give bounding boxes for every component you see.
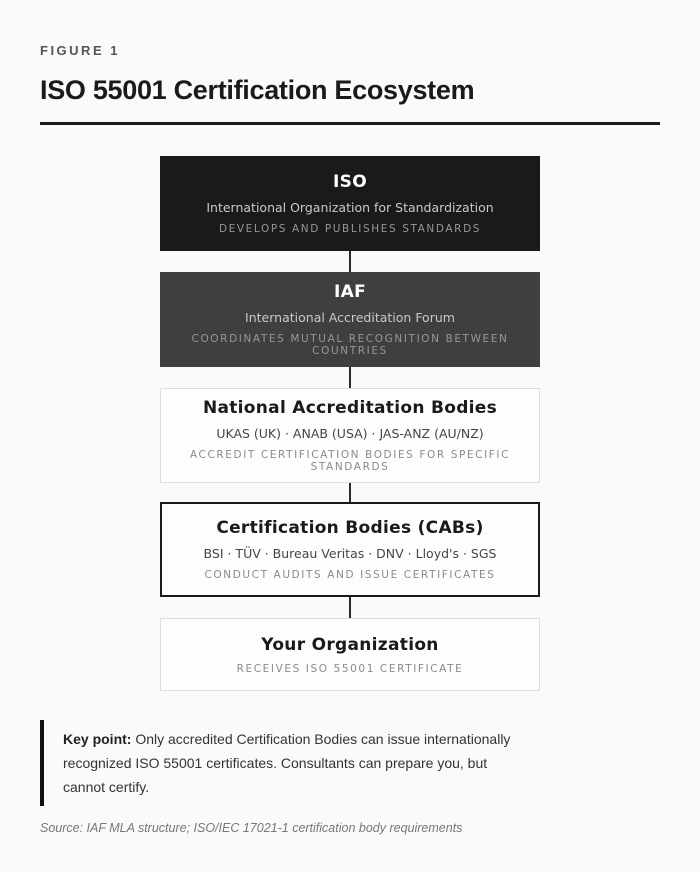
source-citation: Source: IAF MLA structure; ISO/IEC 17021-1 certification body requirements: [40, 821, 463, 835]
node-cab-title: Certification Bodies (CABs): [216, 518, 484, 538]
node-iaf-role: COORDINATES MUTUAL RECOGNITION BETWEEN COUNTRIES: [191, 333, 509, 357]
node-iso: [160, 156, 540, 251]
connector-line: [349, 251, 351, 272]
node-iso-role: DEVELOPS AND PUBLISHES STANDARDS: [218, 223, 482, 235]
key-point-body: Only accredited Certification Bodies can issue internationally recognized ISO 55001 certificates. Consultants can prepare you, but cannot certify.: [63, 731, 511, 795]
connector-line: [349, 367, 351, 388]
node-nab-title: National Accreditation Bodies: [202, 398, 498, 418]
key-point-text: [63, 727, 518, 799]
connector-line: [349, 483, 351, 502]
page-title: ISO 55001 Certification Ecosystem: [40, 75, 475, 105]
figure-label: FIGURE 1: [40, 43, 120, 58]
node-cab-subtitle: BSI · TÜV · Bureau Veritas · DNV · Lloyd's · SGS: [203, 546, 497, 561]
node-nab-subtitle: UKAS (UK) · ANAB (USA) · JAS-ANZ (AU/NZ): [216, 426, 484, 441]
connector-line: [349, 597, 351, 618]
node-iaf-subtitle: International Accreditation Forum: [245, 310, 455, 325]
certification-hierarchy-diagram: [160, 156, 540, 691]
title-rule-divider: [40, 122, 660, 125]
node-iso-subtitle: International Organization for Standardization: [206, 200, 494, 215]
node-nab-role: ACCREDIT CERTIFICATION BODIES FOR SPECIFIC STANDARDS: [189, 449, 511, 473]
node-org-title: Your Organization: [261, 634, 439, 655]
node-cab-role: CONDUCT AUDITS AND ISSUE CERTIFICATES: [204, 569, 496, 581]
key-point-label: Key point:: [63, 731, 132, 747]
node-national-accreditation-bodies: [160, 388, 540, 483]
node-your-organization: [160, 618, 540, 691]
node-certification-bodies: [160, 502, 540, 597]
node-iaf: [160, 272, 540, 367]
key-point-callout: [40, 720, 520, 806]
node-iaf-title: IAF: [334, 282, 366, 302]
node-iso-title: ISO: [333, 172, 367, 192]
node-org-role: RECEIVES ISO 55001 CERTIFICATE: [236, 662, 464, 675]
